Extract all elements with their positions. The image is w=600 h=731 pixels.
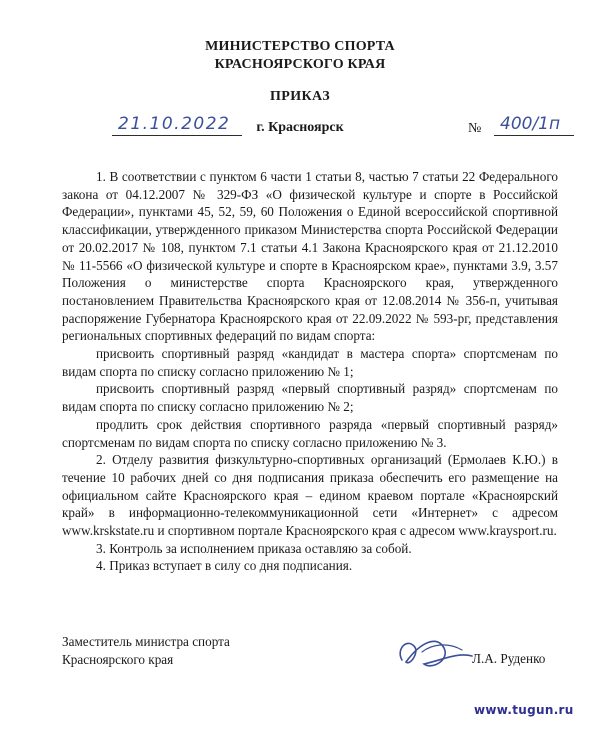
number-sign: № bbox=[468, 121, 482, 136]
city-label: г. Красноярск bbox=[256, 120, 344, 135]
document-type-title: ПРИКАЗ bbox=[269, 89, 331, 104]
handwritten-signature bbox=[392, 630, 482, 680]
paragraph-7: 4. Приказ вступает в силу со дня подписания. bbox=[96, 558, 353, 574]
paragraph-3: присвоить спортивный разряд «первый спортивный разряд» спортсменам по видам спорта по списку согласно приложению № 2; bbox=[62, 381, 558, 415]
paragraph-6: 3. Контроль за исполнением приказа оставляю за собой. bbox=[96, 540, 412, 556]
paragraph-1: 1. В соответствии с пунктом 6 части 1 статьи 8, частью 7 статьи 22 Федерального закона от 04.12.2007 № 329-ФЗ «О физической культуре и спорте в Российской Федерации», пунктами 45, 52, 59, 60 Положения о Единой всероссийской спортивной классификации, утвержденного приказом Министерства спорта Российской Федерации от 20.02.2017 № 108, пунктом 7.1 статьи 4.1 Закона Красноярского края от 21.12.2010 № 11-5566 «О физической культуре и спорте в Красноярском крае», пунктами 3.9, 3.57 Положения о министерстве спорта Красноярского края, утвержденного постановлением Правительства Красноярского края от 12.08.2014 № 356-п, учитывая распоряжение Губернатора Красноярского края от 22.09.2022 № 593-рг, представления региональных спортивных федераций по видам спорта: bbox=[62, 169, 558, 344]
ministry-name-line2: КРАСНОЯРСКОГО КРАЯ bbox=[214, 57, 386, 72]
signatory-position-line2: Красноярского края bbox=[62, 652, 174, 667]
handwritten-order-number: 400/1п bbox=[494, 114, 574, 136]
paragraph-4: продлить срок действия спортивного разряда «первый спортивный разряд» спортсменам по видам спорта по списку согласно приложению № 3. bbox=[62, 416, 558, 450]
order-body bbox=[62, 168, 558, 575]
signatory-position bbox=[62, 633, 230, 669]
handwritten-date: 21.10.2022 bbox=[112, 114, 242, 136]
signatory-position-line1: Заместитель министра спорта bbox=[62, 634, 230, 649]
ministry-name-line1: МИНИСТЕРСТВО СПОРТА bbox=[205, 39, 395, 54]
paragraph-5: 2. Отделу развития физкультурно-спортивных организаций (Ермолаев К.Ю.) в течение 10 рабочих дней со дня подписания приказа обеспечить его размещение на официальном сайте Красноярского края – едином краевом портале «Красноярский край» в информационно-телекоммуникационной сети «Интернет» с адресом www.krskstate.ru и спортивном портале Красноярского края с адресом www.kraysport.ru. bbox=[62, 452, 558, 539]
paragraph-2: присвоить спортивный разряд «кандидат в мастера спорта» спортсменам по видам спорта по списку согласно приложению № 1; bbox=[62, 346, 558, 379]
watermark: www.tugun.ru bbox=[474, 703, 574, 717]
signatory-name: Л.А. Руденко bbox=[472, 651, 546, 666]
document-header bbox=[0, 38, 600, 74]
